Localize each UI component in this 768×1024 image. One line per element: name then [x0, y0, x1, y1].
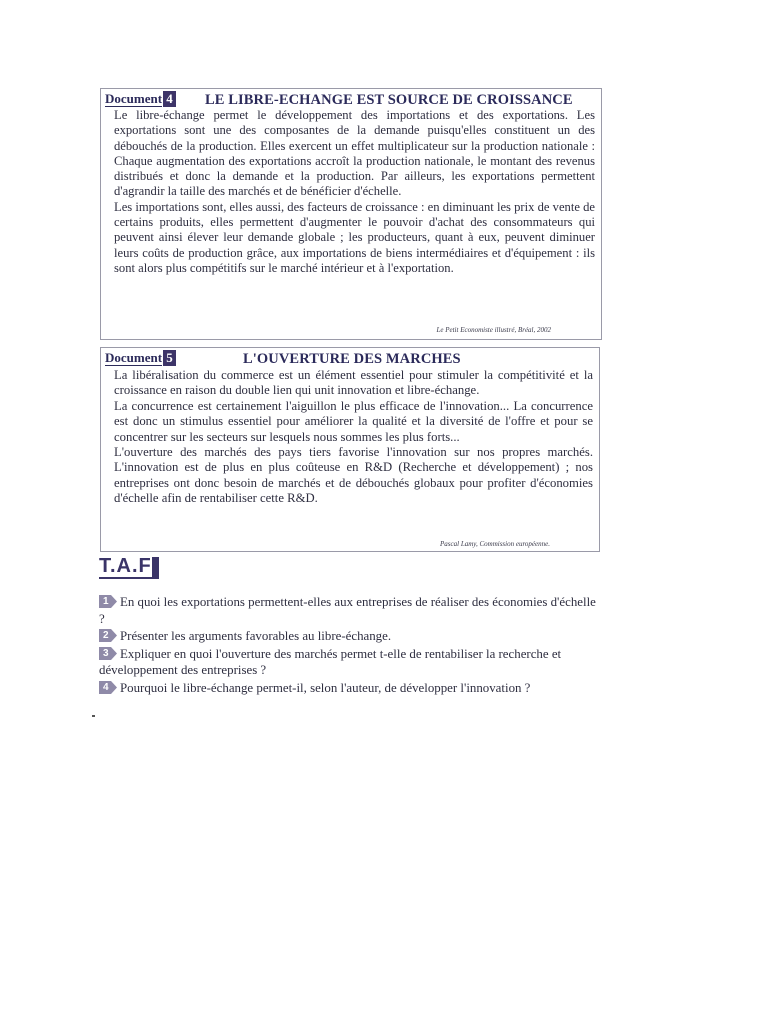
taf-heading-bar [152, 557, 159, 579]
question-list [99, 594, 604, 697]
paragraph: Les importations sont, elles aussi, des facteurs de croissance : en diminuant les prix de vente de certains produits, elles permettent d'augmenter le pouvoir d'achat des consommateurs qui peuvent ainsi élever leur demande globale ; les producteurs, quant à eux, peuvent diminuer leurs coûts de production grâce, aux importations de biens intermédiaires et d'équipement : ils sont alors plus compétitifs sur le marché intérieur et à l'exportation. [114, 199, 595, 275]
question-item [99, 594, 604, 627]
document-4-box [100, 88, 602, 340]
question-text: Présenter les arguments favorables au libre-échange. [120, 629, 392, 643]
question-text: Expliquer en quoi l'ouverture des marchés permet t-elle de rentabiliser la recherche et développement des entreprises ? [99, 646, 562, 677]
question-text: En quoi les exportations permettent-elles aux entreprises de réaliser des économies d'échelle ? [99, 595, 596, 626]
document-5-title: L'OUVERTURE DES MARCHES [243, 351, 461, 367]
question-item [99, 628, 604, 645]
scan-speck [92, 715, 95, 717]
document-5-header [105, 350, 176, 366]
paragraph: L'ouverture des marchés des pays tiers favorise l'innovation sur nos propres marchés. L'innovation est de plus en plus coûteuse en R&D (Recherche et développement) ; nos entreprises ont donc besoin de marchés et de débouchés globaux pour profiter d'économies d'échelle afin de rentabiliser cette R&D. [114, 445, 593, 506]
document-label: Document [105, 90, 163, 106]
arrow-number-icon: 4 [99, 681, 118, 694]
document-4-body [114, 108, 595, 276]
document-4-title: LE LIBRE-ECHANGE EST SOURCE DE CROISSANCE [205, 92, 573, 108]
document-number-badge: 5 [163, 350, 176, 366]
document-5-body [114, 368, 593, 507]
document-4-source: Le Petit Economiste illustré, Bréal, 2002 [436, 326, 551, 334]
document-number-badge: 4 [163, 91, 176, 107]
document-5-source: Pascal Lamy, Commission européenne. [440, 540, 550, 548]
paragraph: Le libre-échange permet le développement des importations et des exportations. Les exportations sont une des composantes de la demande puisqu'elles constituent un des débouchés de la production. Elles exercent un effet multiplicateur sur la production nationale : Chaque augmentation des exportations accroît la production nationale, le montant des revenus distribués et donc la demande et la production. Par ailleurs, les exportations permettent d'agrandir la taille des marchés et de bénéficier d'échelle. [114, 108, 595, 199]
arrow-number-icon: 1 [99, 595, 118, 608]
question-item [99, 680, 604, 697]
paragraph: La libéralisation du commerce est un élément essentiel pour stimuler la compétitivité et la croissance en raison du double lien qui unit innovation et libre-échange. [114, 368, 593, 398]
document-5-box [100, 347, 600, 552]
paragraph: La concurrence est certainement l'aiguillon le plus efficace de l'innovation... La concurrence est donc un stimulus essentiel pour améliorer la qualité et la diversité de l'offre et pour se concentrer sur les secteurs sur lesquels nous sommes les plus forts... [114, 398, 593, 444]
document-4-header [105, 91, 176, 107]
document-label: Document [105, 349, 163, 365]
question-item [99, 646, 604, 679]
taf-heading: T.A.F [99, 555, 152, 577]
arrow-number-icon: 3 [99, 647, 118, 660]
arrow-number-icon: 2 [99, 629, 118, 642]
question-text: Pourquoi le libre-échange permet-il, selon l'auteur, de développer l'innovation ? [120, 680, 531, 695]
